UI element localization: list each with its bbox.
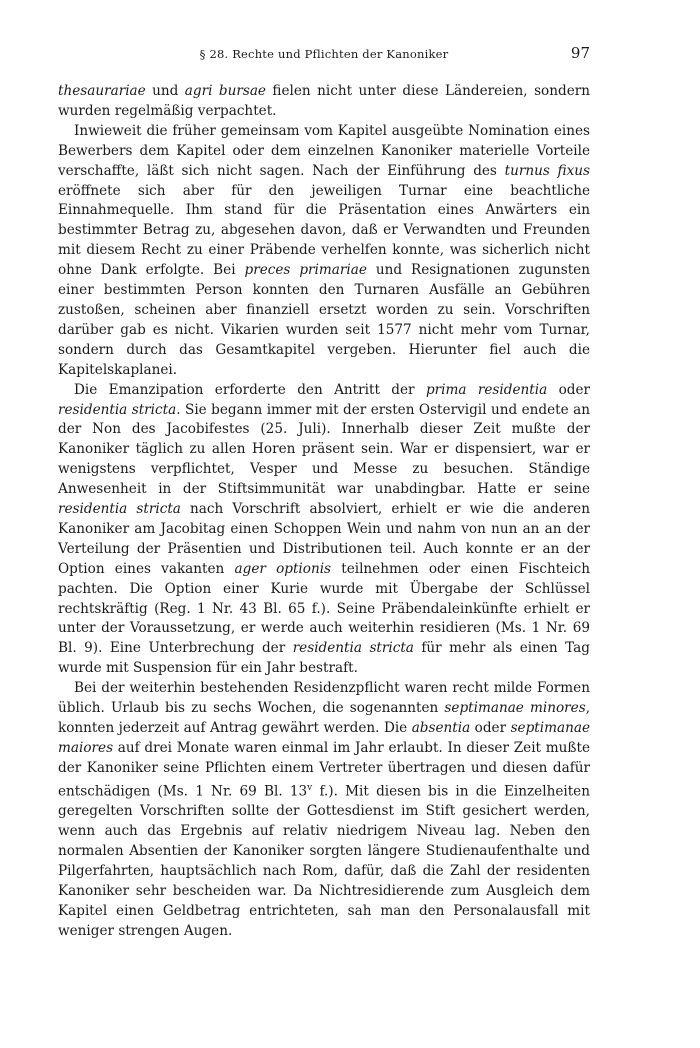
- text-run: eröffnete sich aber für den jeweiligen Turnar eine beachtliche Einnahmequelle. Ihm stand für die Präsentation eines Anwärters ein bestimmter Betrag zu, abgesehen davon, daß er Verwandten und Freunden mit diesem Recht zu einer Präbende verhelfen konnte, was sicherlich nicht ohne Dank erfolgte. Bei: [58, 182, 590, 279]
- text-run: fielen nicht unter diese Ländereien, sondern wurden regelmäßig verpachtet.: [58, 83, 590, 119]
- text-run: oder: [547, 381, 590, 398]
- text-run: Bei der weiterhin bestehenden Residenzpflicht waren recht milde Formen üblich. Urlaub bis zu sechs Wochen, die sogenannten: [58, 680, 590, 717]
- text-run: nach Vorschrift absolviert, erhielt er wie die anderen Kanoniker am Jacobitag einen Schoppen Wein und nahm von nun an an der Verteilung der Präsentien und Distributionen teil. Auch konnte er an der Option eines vakanten: [58, 501, 590, 577]
- paragraph: [58, 679, 590, 941]
- italic-term: residentia stricta: [58, 401, 177, 418]
- page-number: 97: [570, 44, 590, 62]
- text-run: , konnten jederzeit auf Antrag gewährt werden. Die: [58, 700, 591, 736]
- text-run: Inwieweit die früher gemeinsam vom Kapitel ausgeübte Nomination eines Bewerbers dem Kapitel oder dem einzelnen Kanoniker materielle Vorteile verschaffte, läßt sich nicht sagen. Nach der Einführung des: [58, 122, 590, 179]
- italic-term: prima residentia: [425, 381, 548, 398]
- text-run: f.). Mit diesen bis in die Einzelheiten geregelten Vorschriften sollte der Gottesdienst im Stift gesichert werden, wenn auch das Ergebnis auf relativ niedrigem Niveau lag. Neben den normalen Absentien der Kanoniker sorgten längere Studienaufenthalte und Pilgerfahrten, hauptsächlich nach Rom, dafür, daß die Zahl der residenten Kanoniker sehr bescheiden war. Da Nichtresidierende zum Ausgleich dem Kapitel einen Geldbetrag entrichteten, sah man den Personalausfall mit weniger strengen Augen.: [58, 783, 590, 939]
- italic-term: residentia stricta: [292, 640, 414, 657]
- text-run: oder: [470, 720, 511, 736]
- running-header: [58, 44, 590, 66]
- body-text: [58, 82, 590, 942]
- paragraph: [58, 381, 590, 680]
- text-run: Die Emanzipation erforderte den Antritt der: [74, 381, 426, 398]
- text-run: . Sie begann immer mit der ersten Ostervigil und endete an der Non des Jacobifestes (25. Juli). Innerhalb dieser Zeit mußte der Kanoniker täglich zu allen Horen präsent sein. War er dispensiert, war er wenigstens verpflichtet, Vesper und Messe zu besuchen. Ständige Anwesenheit in der Stiftsimmunität war unabdingbar. Hatte er seine: [58, 401, 590, 498]
- italic-term: thesaurariae: [58, 83, 146, 99]
- text-run: teilnehmen oder einen Fischteich pachten. Die Option einer Kurie wurde mit Übergabe der Schlüssel rechtskräftig (Reg. 1 Nr. 43 Bl. 65 f.). Seine Präbendaleinkünfte erhielt er unter der Voraussetzung, er werde auch weiterhin residieren (Ms. 1 Nr. 69 Bl. 9). Eine Unterbrechung der: [58, 560, 590, 657]
- italic-term: absentia: [411, 720, 471, 736]
- italic-term: turnus fixus: [504, 162, 590, 179]
- italic-term: ager optionis: [234, 560, 332, 577]
- paragraph: [58, 82, 590, 122]
- italic-term: septimanae maiores: [58, 720, 590, 756]
- italic-term: preces primariae: [244, 262, 367, 279]
- text-run: auf drei Monate waren einmal im Jahr erlaubt. In dieser Zeit mußte der Kanoniker seine Pflichten einem Vertreter übertragen und diesen dafür entschädigen (Ms. 1 Nr. 69 Bl. 13: [58, 739, 590, 800]
- text-run: und: [145, 83, 185, 99]
- italic-term: septimanae minores: [444, 700, 586, 717]
- italic-term: agri bursae: [184, 83, 266, 99]
- paragraph: [58, 122, 590, 381]
- text-run: für mehr als einen Tag wurde mit Suspension für ein Jahr bestraft.: [58, 640, 590, 677]
- superscript: v: [307, 782, 313, 793]
- header-title: § 28. Rechte und Pflichten der Kanoniker: [199, 47, 449, 61]
- italic-term: residentia stricta: [58, 501, 181, 518]
- text-run: und Resignationen zugunsten einer bestimmten Person konnten den Turnaren Ausfälle an Gebühren zustoßen, scheinen aber finanziell ersetzt worden zu sein. Vorschriften darüber gab es nicht. Vikarien wurden seit 1577 nicht mehr vom Turnar, sondern durch das Gesamtkapitel vergeben. Hierunter fiel auch die Kapitelskaplanei.: [58, 262, 590, 378]
